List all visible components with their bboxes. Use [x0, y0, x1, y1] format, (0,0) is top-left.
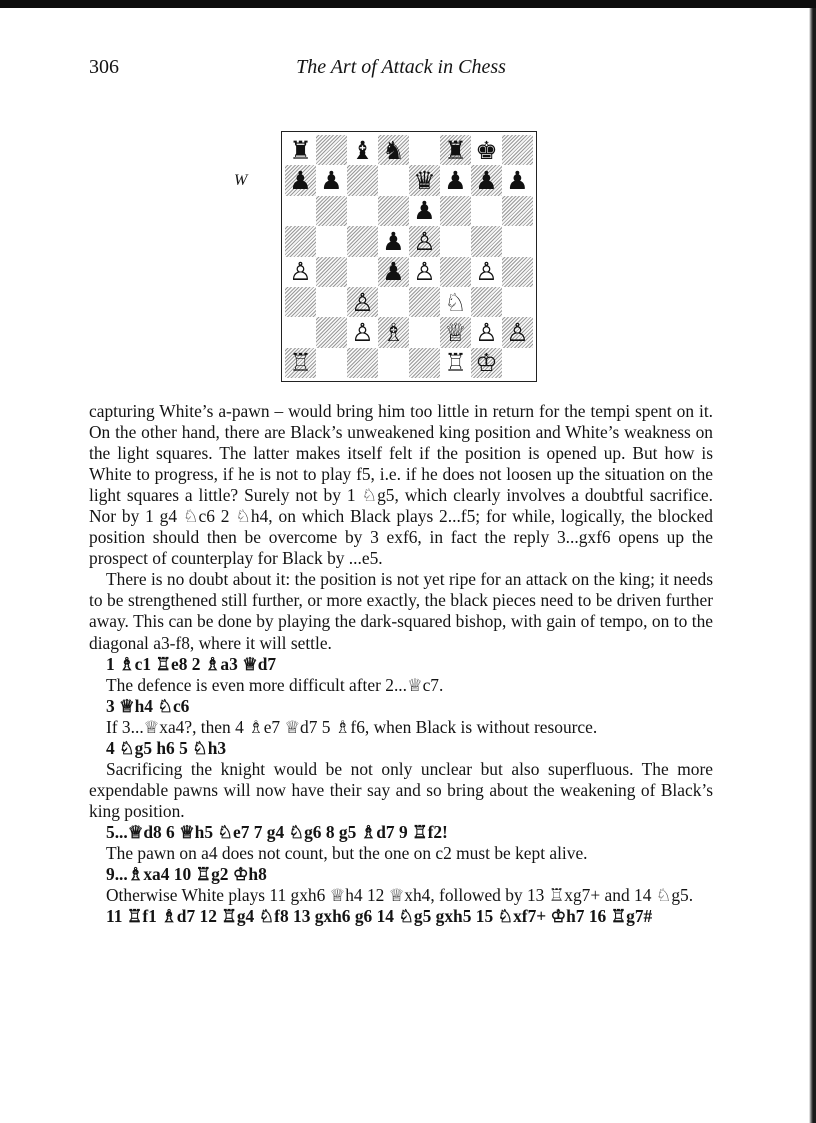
square-g3	[471, 287, 502, 317]
chess-diagram	[281, 131, 537, 382]
square-a5	[285, 226, 316, 256]
square-h6	[502, 196, 533, 226]
square-e3	[409, 287, 440, 317]
board-grid	[285, 135, 533, 378]
square-b6	[316, 196, 347, 226]
move-line: 9...♗xa4 10 ♖g2 ♔h8	[106, 864, 267, 885]
square-a1: ♖	[285, 348, 316, 378]
square-h5	[502, 226, 533, 256]
square-h1	[502, 348, 533, 378]
square-b8	[316, 135, 347, 165]
move-line: 5...♕d8 6 ♕h5 ♘e7 7 g4 ♘g6 8 g5 ♗d7 9 ♖f2!	[106, 821, 448, 842]
square-c1	[347, 348, 378, 378]
square-a2	[285, 317, 316, 347]
square-d4: ♟	[378, 257, 409, 287]
square-c3: ♙	[347, 287, 378, 317]
square-e2	[409, 317, 440, 347]
square-h7: ♟	[506, 166, 529, 196]
square-c7	[347, 165, 378, 195]
square-c2: ♙	[351, 317, 374, 347]
page-number: 306	[89, 56, 119, 78]
scan-edge-right	[809, 8, 816, 1123]
text-paragraph: The pawn on a4 does not count, but the one on c2 must be kept alive.	[106, 842, 588, 863]
square-b4	[316, 257, 347, 287]
running-title: The Art of Attack in Chess	[296, 56, 506, 78]
text-paragraph: capturing White’s a-pawn – would bring him too little in return for the tempi spent on it. On the other hand, there are Black’s unweakened king position and White’s weakness on the light squares. The latter makes itself felt if the position is opened up. But how is White to progress, if he is not to play f5, i.e. if he does not loosen up the situation on the light squares a little? Surely not by 1 ♘g5, which clearly involves a doubtful sacrifice. Nor by 1 g4 ♘c6 2 ♘h4, on which Black plays 2...f5; for while, logically, the blocked position should then be overcome by 3 exf6, in fact the reply 3...gxf6 opens up the prospect of counterplay for Black by ...e5.	[89, 401, 713, 569]
square-a6	[285, 196, 316, 226]
square-e1	[409, 348, 440, 378]
move-line: 3 ♕h4 ♘c6	[106, 695, 190, 716]
square-b2	[316, 317, 347, 347]
square-g8: ♚	[475, 135, 498, 165]
square-a4: ♙	[289, 257, 312, 287]
square-f6	[440, 196, 471, 226]
square-c4	[347, 257, 378, 287]
side-to-move-label: W	[234, 172, 248, 189]
square-g2: ♙	[475, 317, 498, 347]
square-f7: ♟	[444, 166, 467, 196]
square-a3	[285, 287, 316, 317]
square-d1	[378, 348, 409, 378]
square-f8: ♜	[440, 135, 471, 165]
square-e7: ♛	[409, 165, 440, 195]
square-b3	[316, 287, 347, 317]
square-f1: ♖	[444, 348, 467, 378]
square-d5: ♟	[382, 226, 405, 256]
square-c6	[347, 196, 378, 226]
square-f2: ♕	[440, 317, 471, 347]
square-a7: ♟	[285, 165, 316, 195]
move-line: 4 ♘g5 h6 5 ♘h3	[106, 737, 227, 758]
square-e6: ♟	[413, 196, 436, 226]
square-b5	[316, 226, 347, 256]
square-g7: ♟	[471, 165, 502, 195]
text-paragraph: Otherwise White plays 11 gxh6 ♕h4 12 ♕xh4, followed by 13 ♖xg7+ and 14 ♘g5.	[106, 885, 694, 906]
square-g1: ♔	[471, 348, 502, 378]
square-d8: ♞	[378, 135, 409, 165]
text-paragraph: Sacrificing the knight would be not only unclear but also superfluous. The more expendable pawns will now have their say and so bring about the weakening of Black’s king position.	[89, 758, 713, 821]
scan-edge-top	[0, 0, 816, 8]
square-b7: ♟	[320, 166, 343, 196]
text-paragraph: If 3...♕xa4?, then 4 ♗e7 ♕d7 5 ♗f6, when Black is without resource.	[106, 716, 598, 737]
text-paragraph: There is no doubt about it: the position is not yet ripe for an attack on the king; it needs to be strengthened still further, or more exactly, the black pieces need to be driven further away. This can be done by playing the dark-squared bishop, with gain of tempo, on to the diagonal a3-f8, where it will settle.	[89, 569, 713, 653]
square-b1	[316, 348, 347, 378]
move-line: 1 ♗c1 ♖e8 2 ♗a3 ♕d7	[106, 653, 277, 674]
body-text	[89, 401, 713, 927]
square-a8: ♜	[289, 135, 312, 165]
text-paragraph: The defence is even more difficult after 2...♕c7.	[106, 674, 444, 695]
square-e5: ♙	[409, 226, 440, 256]
square-d3	[378, 287, 409, 317]
square-h2: ♙	[502, 317, 533, 347]
square-c8: ♝	[351, 135, 374, 165]
square-f3: ♘	[444, 287, 467, 317]
square-e8	[409, 135, 440, 165]
square-g5	[471, 226, 502, 256]
square-d6	[378, 196, 409, 226]
square-h3	[502, 287, 533, 317]
square-f5	[440, 226, 471, 256]
square-c5	[347, 226, 378, 256]
square-g6	[471, 196, 502, 226]
square-f4	[440, 257, 471, 287]
square-h8	[502, 135, 533, 165]
square-g4: ♙	[475, 257, 498, 287]
move-line: 11 ♖f1 ♗d7 12 ♖g4 ♘f8 13 gxh6 g6 14 ♘g5 gxh5 15 ♘xf7+ ♔h7 16 ♖g7#	[106, 906, 653, 927]
square-d2: ♗	[378, 317, 409, 347]
square-d7	[378, 165, 409, 195]
page-header	[89, 56, 713, 84]
square-e4: ♙	[413, 257, 436, 287]
square-h4	[502, 257, 533, 287]
